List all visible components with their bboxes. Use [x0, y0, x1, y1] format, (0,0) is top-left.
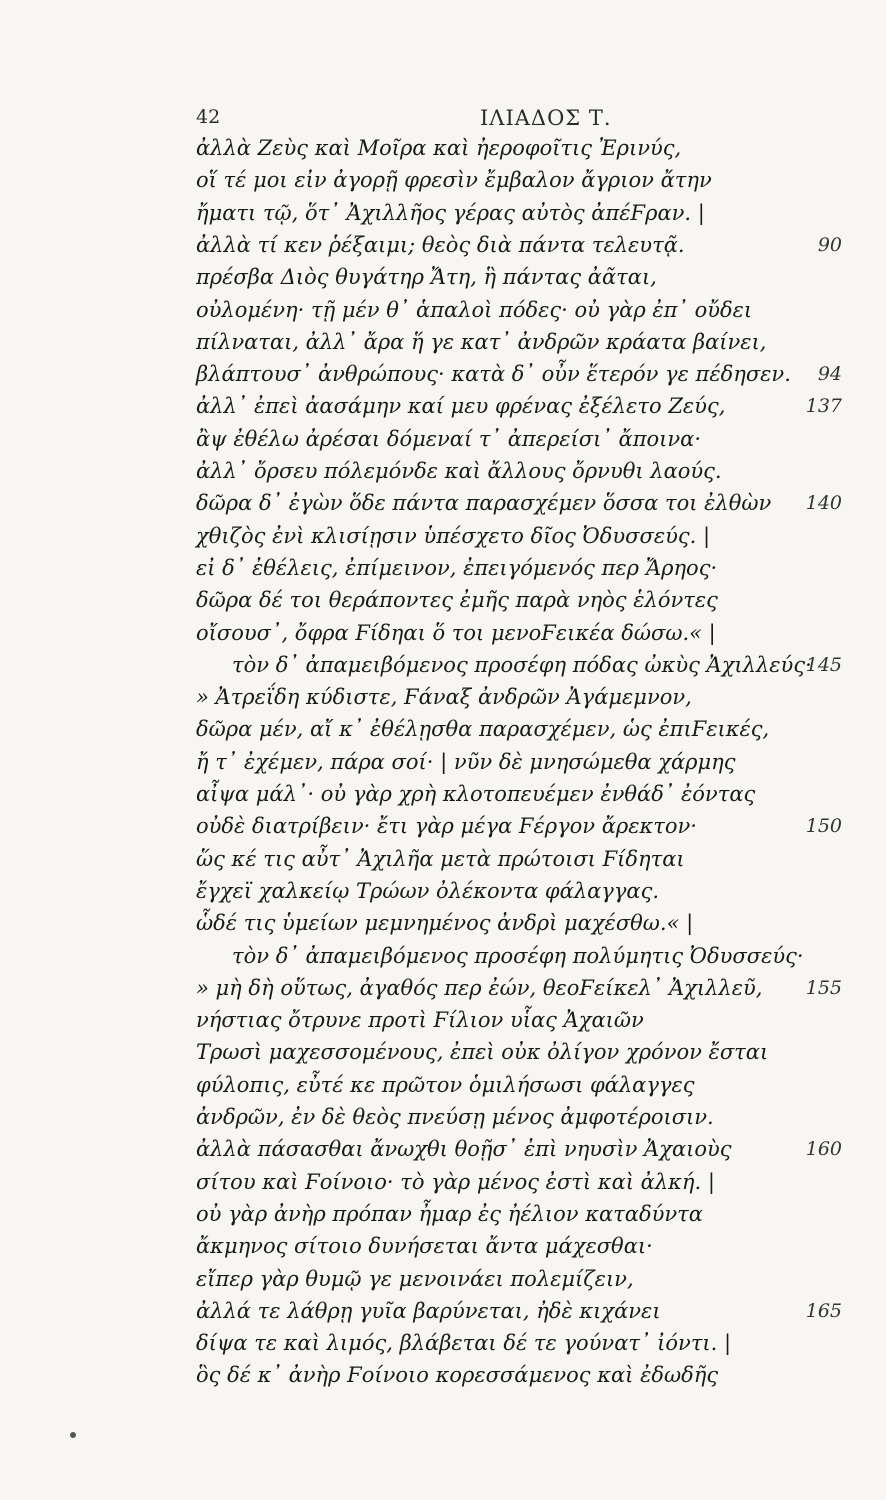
- verse-line: [0, 1231, 886, 1261]
- verse-line: [0, 295, 886, 325]
- verse-line: [0, 198, 886, 228]
- verse-text: νήστιας ὄτρυνε προτὶ Ϝίλιον υἷας Ἀχαιῶν: [196, 1008, 644, 1033]
- line-number: 150: [805, 815, 842, 838]
- verse-line: [0, 133, 886, 163]
- verse-text: ὧδέ τις ὑμείων μεμνημένος ἀνδρὶ μαχέσθω.« |: [196, 911, 694, 936]
- line-number: 160: [805, 1138, 842, 1161]
- verse-line: [0, 1070, 886, 1100]
- verse-text: οἴσουσ᾿, ὄφρα Ϝίδηαι ὅ τοι μενοϜεικέα δώσω.« |: [196, 620, 716, 645]
- verse-text: οἵ τέ μοι εἰν ἀγορῇ φρεσὶν ἔμβαλον ἄγριον ἄτην: [196, 168, 712, 193]
- verse-text: » μὴ δὴ οὕτως, ἀγαθός περ ἐών, θεοϜείκελ᾿ Ἀχιλλεῦ,: [196, 975, 763, 1000]
- verse-text: οὐλομένη· τῇ μέν θ᾿ ἁπαλοὶ πόδες· οὐ γὰρ ἐπ᾿ οὔδει: [196, 297, 753, 322]
- verse-text: δῶρα δέ τοι θεράποντες ἐμῆς παρὰ νηὸς ἑλόντες: [196, 588, 718, 613]
- verse-line: [0, 876, 886, 906]
- verse-line: [0, 1167, 886, 1197]
- verse-text: ἂψ ἐθέλω ἀρέσαι δόμεναί τ᾿ ἀπερείσι᾿ ἄποινα·: [196, 426, 702, 451]
- verse-line: [0, 779, 886, 809]
- verse-line: [0, 1134, 886, 1164]
- verse-line: [0, 521, 886, 551]
- verse-text: οὐδὲ διατρίβειν· ἔτι γὰρ μέγα Ϝέργον ἄρεκτον·: [196, 814, 697, 839]
- verse-text: τὸν δ᾿ ἀπαμειβόμενος προσέφη πολύμητις Ὀδυσσεύς·: [232, 943, 804, 968]
- line-number: 155: [805, 976, 842, 999]
- verse-line: [0, 811, 886, 841]
- verse-text: ἄκμηνος σίτοιο δυνήσεται ἄντα μάχεσθαι·: [196, 1234, 653, 1259]
- verse-line: [0, 1296, 886, 1326]
- verse-text: ἀλλὰ τί κεν ῥέξαιμι; θεὸς διὰ πάντα τελευτᾷ.: [196, 232, 685, 257]
- verse-text: δῶρα δ᾿ ἐγὼν ὅδε πάντα παρασχέμεν ὅσσα τοι ἐλθὼν: [196, 491, 772, 516]
- line-number: 145: [805, 653, 842, 676]
- verse-line: [0, 1360, 886, 1390]
- verse-text: χθιζὸς ἐνὶ κλισίῃσιν ὑπέσχετο δῖος Ὀδυσσεύς. |: [196, 523, 711, 548]
- verse-text: » Ἀτρεΐδη κύδιστε, Ϝάναξ ἀνδρῶν Ἀγάμεμνον,: [196, 685, 692, 710]
- verse-text: πίλναται, ἀλλ᾿ ἄρα ἥ γε κατ᾿ ἀνδρῶν κράατα βαίνει,: [196, 329, 767, 354]
- verse-text: εἴπερ γὰρ θυμῷ γε μενοινάει πολεμίζειν,: [196, 1266, 634, 1291]
- verse-line: [0, 424, 886, 454]
- verse-line: [0, 714, 886, 744]
- line-number: 94: [817, 363, 842, 386]
- verse-line: [0, 553, 886, 583]
- verse-text: ἤ τ᾿ ἐχέμεν, πάρα σοί· | νῦν δὲ μνησώμεθα χάρμης: [196, 749, 736, 774]
- verse-line: [0, 1102, 886, 1132]
- verse-line: [0, 973, 886, 1003]
- verse-text: ἀλλὰ πάσασθαι ἄνωχθι θοῇσ᾿ ἐπὶ νηυσὶν Ἀχαιοὺς: [196, 1137, 732, 1162]
- verse-line: [0, 327, 886, 357]
- verse-line: [0, 1037, 886, 1067]
- verse-line: [0, 1264, 886, 1294]
- verse-text: οὐ γὰρ ἀνὴρ πρόπαν ἦμαρ ἐς ἠέλιον καταδύντα: [196, 1201, 703, 1226]
- verse-line: [0, 618, 886, 648]
- verse-text: ὥς κέ τις αὖτ᾿ Ἀχιλῆα μετὰ πρώτοισι Ϝίδηται: [196, 846, 685, 871]
- verse-text: δίψα τε καὶ λιμός, βλάβεται δέ τε γούνατ᾿ ἰόντι. |: [196, 1331, 732, 1356]
- verse-line: [0, 682, 886, 712]
- line-number: 140: [805, 492, 842, 515]
- verse-text: ὃς δέ κ᾿ ἀνὴρ Ϝοίνοιο κορεσσάμενος καὶ ἐδωδῆς: [196, 1363, 719, 1388]
- verse-line: [0, 1328, 886, 1358]
- verse-line: [0, 1005, 886, 1035]
- verse-text: ἀλλά τε λάθρῃ γυῖα βαρύνεται, ἠδὲ κιχάνει: [196, 1298, 661, 1323]
- verse-text: σίτου καὶ Ϝοίνοιο· τὸ γὰρ μένος ἐστὶ καὶ ἀλκή. |: [196, 1169, 715, 1194]
- verse-line: [0, 908, 886, 938]
- verse-text: φύλοπις, εὖτέ κε πρῶτον ὁμιλήσωσι φάλαγγες: [196, 1072, 695, 1097]
- line-number: 137: [805, 395, 842, 418]
- verse-text: τὸν δ᾿ ἀπαμειβόμενος προσέφη πόδας ὠκὺς Ἀχιλλεύς·: [232, 652, 812, 677]
- verse-text: ἀλλ᾿ ὄρσευ πόλεμόνδε καὶ ἄλλους ὄρνυθι λαούς.: [196, 459, 722, 483]
- verse-line: [0, 585, 886, 615]
- line-number: 165: [805, 1299, 842, 1322]
- verse-line: [0, 230, 886, 260]
- verse-text: δῶρα μέν, αἴ κ᾿ ἐθέλῃσθα παρασχέμεν, ὡς ἐπιϜεικές,: [196, 717, 770, 742]
- running-header-title: ΙΛΙΑΔΟΣ Τ.: [480, 106, 612, 130]
- verse-line: [0, 844, 886, 874]
- verse-line: [0, 391, 886, 421]
- verse-text: ἀλλὰ Ζεὺς καὶ Μοῖρα καὶ ἠεροφοῖτις Ἐρινύς,: [196, 136, 682, 160]
- verse-line: [0, 262, 886, 292]
- line-number: 90: [817, 233, 842, 256]
- ink-speck: [70, 1432, 76, 1438]
- verse-line: [0, 456, 886, 486]
- verse-text: ἀνδρῶν, ἐν δὲ θεὸς πνεύσῃ μένος ἀμφοτέροισιν.: [196, 1105, 714, 1129]
- verse-text: αἶψα μάλ᾿· οὐ γὰρ χρὴ κλοτοπευέμεν ἐνθάδ᾿ ἐόντας: [196, 782, 756, 806]
- verse-text: ἤματι τῷ, ὅτ᾿ Ἀχιλλῆος γέρας αὐτὸς ἀπέϜραν. |: [196, 200, 705, 225]
- verse-line: [0, 747, 886, 777]
- verse-text: ἔγχεϊ χαλκείῳ Τρώων ὀλέκοντα φάλαγγας.: [196, 878, 660, 903]
- verse-text: εἰ δ᾿ ἐθέλεις, ἐπίμεινον, ἐπειγόμενός περ Ἄρηος·: [196, 555, 718, 580]
- verse-text: βλάπτουσ᾿ ἀνθρώπους· κατὰ δ᾿ οὖν ἕτερόν γε πέδησεν.: [196, 362, 791, 387]
- verse-line: [0, 941, 886, 971]
- page-number: 42: [196, 106, 221, 128]
- verse-text: πρέσβα Διὸς θυγάτηρ Ἄτη, ἣ πάντας ἀᾶται,: [196, 265, 657, 290]
- verse-text: Τρωσὶ μαχεσσομένους, ἐπεὶ οὐκ ὀλίγον χρόνον ἔσται: [196, 1040, 769, 1065]
- verse-line: [0, 1199, 886, 1229]
- verse-line: [0, 165, 886, 195]
- verse-line: [0, 650, 886, 680]
- verse-text: ἀλλ᾿ ἐπεὶ ἀασάμην καί μευ φρένας ἐξέλετο Ζεύς,: [196, 394, 726, 419]
- verse-line: [0, 359, 886, 389]
- verse-line: [0, 488, 886, 518]
